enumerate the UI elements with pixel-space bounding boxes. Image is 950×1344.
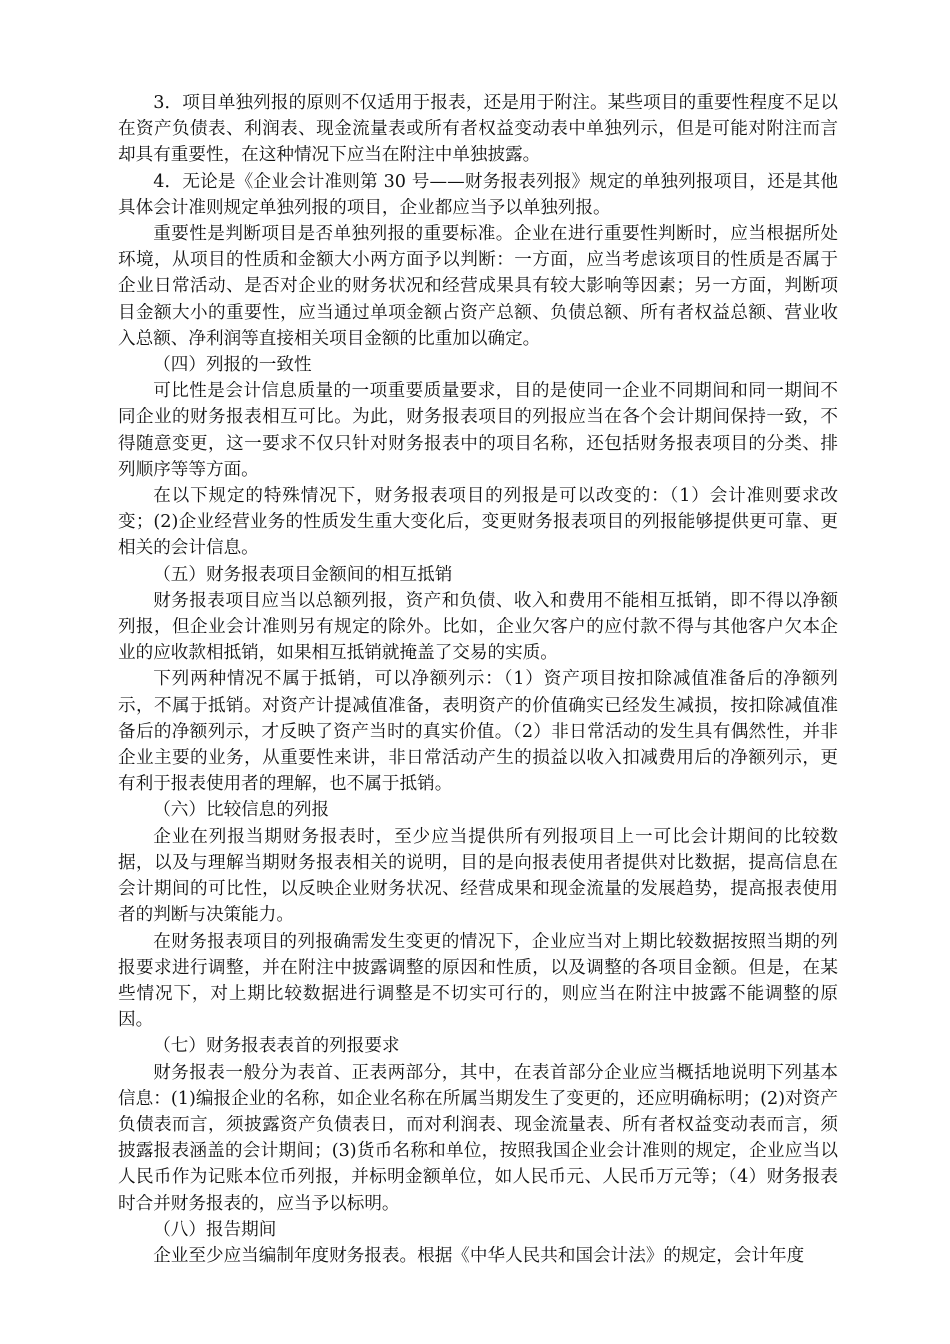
paragraph-net-exceptions: 下列两种情况不属于抵销，可以净额列示：（1）资产项目按扣除减值准备后的净额列示，不属于抵销。对资产计提减值准备，表明资产的价值确实已经发生减损，按扣除减值准备后的净额列示，才反映了资产当时的真实价值。（2）非日常活动的发生具有偶然性，并非企业主要的业务，从重要性来讲，非日常活动产生的损益以收入扣减费用后的净额列示，更有利于报表使用者的理解，也不属于抵销。 [118, 669, 838, 795]
section-heading-comparative-info: （六）比较信息的列报 [153, 800, 330, 821]
section-heading-reporting-period: （八）报告期间 [153, 1219, 277, 1240]
paragraph-restatement: 在财务报表项目的列报确需发生变更的情况下，企业应当对上期比较数据按照当期的列报要求进行调整，并在附注中披露调整的原因和性质，以及调整的各项目金额。但是，在某些情况下，对上期比较数据进行调整是不切实可行的，则应当在附注中披露不能调整的原因。 [118, 931, 838, 1031]
paragraph-special-cases: 在以下规定的特殊情况下，财务报表项目的列报是可以改变的：（1）会计准则要求改变；(2)企业经营业务的性质发生重大变化后，变更财务报表项目的列报能够提供更可靠、更相关的会计信息。 [118, 486, 838, 559]
paragraph-materiality: 重要性是判断项目是否单独列报的重要标准。企业在进行重要性判断时，应当根据所处环境，从项目的性质和金额大小两方面予以判断：一方面，应当考虑该项目的性质是否属于企业日常活动、是否对企业的财务状况和经营成果具有较大影响等因素；另一方面，判断项目金额大小的重要性，应当通过单项金额占资产总额、负债总额、所有者权益总额、营业收入总额、净利润等直接相关项目金额的比重加以确定。 [118, 224, 838, 349]
paragraph-header-info: 财务报表一般分为表首、正表两部分，其中，在表首部分企业应当概括地说明下列基本信息：(1)编报企业的名称，如企业名称在所属当期发生了变更的，还应明确标明；(2)对资产负债表而言，须披露资产负债表日，而对利润表、现金流量表、所有者权益变动表而言，须披露报表涵盖的会计期间；(3)货币名称和单位，按照我国企业会计准则的规定，企业应当以人民币作为记账本位币列报，并标明金额单位，如人民币元、人民币万元等；（4）财务报表时合并财务报表的，应当予以标明。 [118, 1062, 838, 1214]
paragraph-item-3: 3．项目单独列报的原则不仅适用于报表，还是用于附注。某些项目的重要性程度不足以在资产负债表、利润表、现金流量表或所有者权益变动表中单独列示，但是可能对附注而言却具有重要性，在这种情况下应当在附注中单独披露。 [118, 93, 838, 166]
paragraph-comparability: 可比性是会计信息质量的一项重要质量要求，目的是使同一企业不同期间和同一期间不同企业的财务报表相互可比。为此，财务报表项目的列报应当在各个会计期间保持一致，不得随意变更，这一要求不仅只针对财务报表中的项目名称，还包括财务报表项目的分类、排列顺序等等方面。 [118, 381, 838, 480]
section-heading-offsetting: （五）财务报表项目金额间的相互抵销 [153, 564, 453, 585]
section-heading-header-requirements: （七）财务报表表首的列报要求 [153, 1036, 400, 1057]
paragraph-annual-reports: 企业至少应当编制年度财务报表。根据《中华人民共和国会计法》的规定，会计年度 [153, 1245, 805, 1266]
section-heading-consistency: （四）列报的一致性 [153, 355, 312, 376]
paragraph-comparative-data: 企业在列报当期财务报表时，至少应当提供所有列报项目上一可比会计期间的比较数据，以及与理解当期财务报表相关的说明，目的是向报表使用者提供对比数据，提高信息在会计期间的可比性，以反映企业财务状况、经营成果和现金流量的发展趋势，提高报表使用者的判断与决策能力。 [118, 826, 838, 926]
document-page [118, 90, 838, 1269]
paragraph-item-4: 4．无论是《企业会计准则第 30 号——财务报表列报》规定的单独列报项目，还是其他具体会计准则规定单独列报的项目，企业都应当予以单独列报。 [118, 171, 838, 218]
paragraph-gross-presentation: 财务报表项目应当以总额列报，资产和负债、收入和费用不能相互抵销，即不得以净额列报，但企业会计准则另有规定的除外。比如，企业欠客户的应付款不得与其他客户欠本企业的应收款相抵销，如果相互抵销就掩盖了交易的实质。 [118, 590, 838, 664]
